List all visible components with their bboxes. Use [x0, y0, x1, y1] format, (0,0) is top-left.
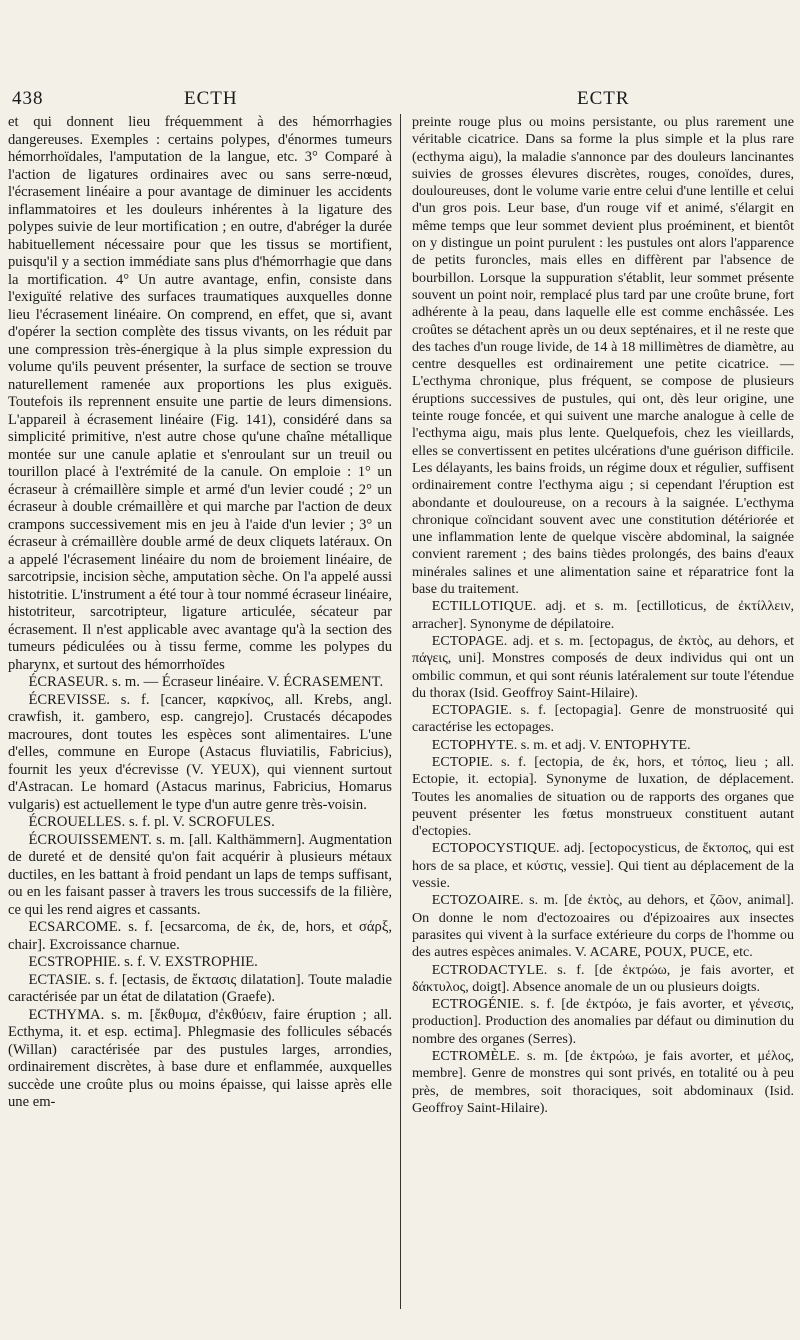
left-column — [8, 114, 392, 1112]
page-number: 438 — [12, 88, 44, 109]
entry-text: preinte rouge plus ou moins persistante, ou plus rarement une véritable cicatrice. Dans sa forme la plus simple et la plus rare (ecthyma aigu), la maladie s'annonce par des douleurs lancinantes suivies de grosses élevures discrètes, rouges, conoïdes, dures, douloureuses, dont le volume varie entre celui d'une lentille et celui d'un gros pois. Leur base, d'un rouge vif et animé, s'élargit en même temps que leur sommet devient plus proéminent, et bientôt on y distingue un point purulent : les pustules ont alors l'apparence de petits furoncles, mais elles en diffèrent par l'absence de bourbillon. Lorsque la suppuration s'établit, leur sommet présente souvent un point noir, remplacé plus tard par une croûte brune, fort adhérente à la peau, dans laquelle elle est comme enchâssée. Les croûtes se détachent après un ou deux septénaires, et il ne reste que des taches d'un rouge livide, de 14 à 18 millimètres de diamètre, au centre desquelles est ordinairement une petite cicatrice. — L'ecthyma chronique, plus fréquent, se compose de plusieurs éruptions successives de pustules, qui ont, dès leur origine, une teinte rouge foncée, et qui suivent une marche analogue à celle de l'ecthyma aigu, mais plus lente. Quelquefois, chez les vieillards, elles se convertissent en petites ulcérations d'une guérison difficile. Les délayants, les bains froids, un régime doux et régulier, suffisent ordinairement contre l'ecthyma aigu ; si cependant l'éruption est abondante et douloureuse, on a recours à la saignée. L'ecthyma chronique coïncidant souvent avec une constitution détériorée et une inflammation lente de quelque viscère abdominal, la saignée convient rarement ; des bains tièdes prolongés, des bains d'eaux minérales salines et une alimentation saine et réparatrice font la base du traitement. — [412, 114, 794, 598]
running-head-left: ECTH — [184, 88, 238, 109]
running-head-right: ECTR — [577, 88, 630, 109]
entry-ecrevisse: ÉCREVISSE. s. f. [cancer, καρκίνος, all. Krebs, angl. crawfish, it. gambero, esp. cangrejo]. Crustacés décapodes macroures, dont toutes les espèces sont alimentaires. L'une d'elles, commune en Europe (Astacus fluviatilis, Fabricius), fournit les yeux d'écrevisse (V. YEUX), qui viennent surtout d'Astracan. Le homard (Astacus marinus, Fabricius, Homarus vulgaris) est actuellement le type d'un autre genre très-voisin. — [8, 691, 392, 813]
entry-ectozoaire: ECTOZOAIRE. s. m. [de ἐκτὸς, au dehors, et ζῶον, animal]. On donne le nom d'ectozoaires ou d'épizoaires aux insectes parasites qui vivent à la surface extérieure du corps de l'homme ou des autres espèces animales. V. ACARE, POUX, PUCE, etc. — [412, 892, 794, 961]
entry-ectromele: ECTROMÈLE. s. m. [de ἐκτρώω, je fais avorter, et μέλος, membre]. Genre de monstres qui sont privés, en totalité ou à peu près, de membres, soit thoraciques, soit abdominaux (Isid. Geoffroy Saint-Hilaire). — [412, 1048, 794, 1116]
entry-ectophyte: ECTOPHYTE. s. m. et adj. V. ENTOPHYTE. — [431, 736, 691, 753]
entry-ecrouissement: ÉCROUISSEMENT. s. m. [all. Kalthämmern]. Augmentation de dureté et de densité qu'on fait acquérir à plusieurs métaux ductiles, en les battant à froid pendant un laps de temps suffisant, ou en les faisant passer à travers les trous successifs de la filière, ce qui les rend aigres et cassants. — [8, 831, 392, 918]
entry-ecstrophie: ECSTROPHIE. s. f. V. EXSTROPHIE. — [28, 954, 258, 970]
entry-ectopage: ECTOPAGE. adj. et s. m. [ectopagus, de ἐκτὸς, au dehors, et πάγεις, uni]. Monstres composés de deux individus qui ont un ombilic commun, et qui sont réunis latéralement sur toute l'étendue du thorax (Isid. Geoffroy Saint-Hilaire). — [412, 632, 794, 701]
page-header — [12, 88, 788, 112]
entry-ectopagie: ECTOPAGIE. s. f. [ectopagia]. Genre de monstruosité qui caractérise les ectopages. — [412, 702, 794, 736]
entry-ecraseur: ÉCRASEUR. s. m. — Écraseur linéaire. V. ÉCRASEMENT. — [28, 674, 384, 690]
entry-ectasie: ECTASIE. s. f. [ectasis, de ἔκτασις dilatation]. Toute maladie caractérisée par un état de dilatation (Graefe). — [8, 971, 392, 1005]
entry-ectrodactyle: ECTRODACTYLE. s. f. [de ἐκτρώω, je fais avorter, et δάκτυλος, doigt]. Absence anomale de un ou plusieurs doigts. — [412, 961, 794, 995]
right-column — [412, 114, 794, 1117]
entry-ectillotique: ECTILLOTIQUE. adj. et s. m. [ectilloticus, de ἐκτίλλειν, arracher]. Synonyme de dépilatoire. — [412, 598, 794, 632]
entry-ectopie: ECTOPIE. s. f. [ectopia, de ἐκ, hors, et τόπος, lieu ; all. Ectopie, it. ectopia]. Synonyme de luxation, de déplacement. Toutes les anomalies de situation ou de rapports des organes que peuvent présenter les fœtus monstrueux constituent autant d'ectopies. — [412, 753, 794, 840]
entry-ecrouelles: ÉCROUELLES. s. f. pl. V. SCROFULES. — [28, 814, 275, 830]
entry-ectrogenie: ECTROGÉNIE. s. f. [de ἐκτρόω, je fais avorter, et γένεσις, production]. Production des anomalies par défaut ou diminution du nombre des organes (Serres). — [412, 996, 794, 1047]
entry-ectopocystique: ECTOPOCYSTIQUE. adj. [ectopocysticus, de ἔκτοπος, qui est hors de sa place, et κύστις, vessie]. Qui tient au déplacement de la vessie. — [412, 840, 794, 892]
entry-text: et qui donnent lieu fréquemment à des hémorrhagies dangereuses. Exemples : certains polypes, d'énormes tumeurs hémorrhoïdales, l'amputation de la langue, etc. 3° Comparé à l'action de ligatures ordinaires avec ou sans serre-nœud, l'écrasement linéaire a pour avantage de diminuer les accidents inflammatoires et les douleurs inhérentes à la ligature des polypes suivie de leur mortification ; en outre, d'abréger la durée habituellement nécessaire pour que les tissus se mortifient, puisqu'il y a section immédiate sans plus d'hémorrhagie que dans la mortification. 4° Un autre avantage, enfin, consiste dans l'exiguïté relative des surfaces traumatiques auxquelles donne lieu l'écrasement linéaire. On comprend, en effet, que si, avant d'opérer la section complète des tissus vivants, on les réduit par une compression très-énergique à la plus simple expression du volume qu'ils peuvent présenter, la surface de section se trouve naturellement ramenée aux proportions les plus exiguës. Toutefois ils reprennent ensuite une partie de leurs dimensions. L'appareil à écrasement linéaire (Fig. 141), considéré dans sa simplicité primitive, n'est autre chose qu'une chaîne métallique montée sur une canule aplatie et s'enroulant sur un treuil ou tourillon placé à l'extrémité de la canule. On emploie : 1° un écraseur à crémaillère simple et armé d'un levier coudé ; 2° un écraseur à double crémaillère et qui marche par l'action de deux crampons successivement mis en jeu à l'aide d'un levier ; 3° un écraseur à crémaillère double armé de deux cliquets latéraux. On a appelé l'écrasement linéaire du nom de broiement linéaire, de sarcotripsie, incision sèche, amputation sèche. On l'a appelé aussi histotritie. L'instrument a été tour à tour nommé écraseur linéaire, histotriteur, sarcotripteur, ligature articulée, sécateur par écrasement. Il n'est applicable avec avantage qu'à la section des tumeurs pédiculées ou à tissu ferme, comme les polypes du pharynx, et surtout des hémorrhoïdes — [8, 114, 392, 673]
column-divider — [400, 114, 401, 1309]
entry-ecsarcome: ECSARCOME. s. f. [ecsarcoma, de ἐκ, de, hors, et σάρξ, chair]. Excroissance charnue. — [8, 919, 392, 953]
entry-ecthyma: ECTHYMA. s. m. [ἔκθυμα, d'ἐκθύειν, faire éruption ; all. Ecthyma, it. et esp. ectima]. Phlegmasie des follicules sébacés (Willan) caractérisée par des pustules larges, arrondies, ordinairement discrètes, à base dure et enflammée, auxquelles succède une croûte plus ou moins épaisse, qui laisse après elle une em- — [8, 1006, 392, 1110]
